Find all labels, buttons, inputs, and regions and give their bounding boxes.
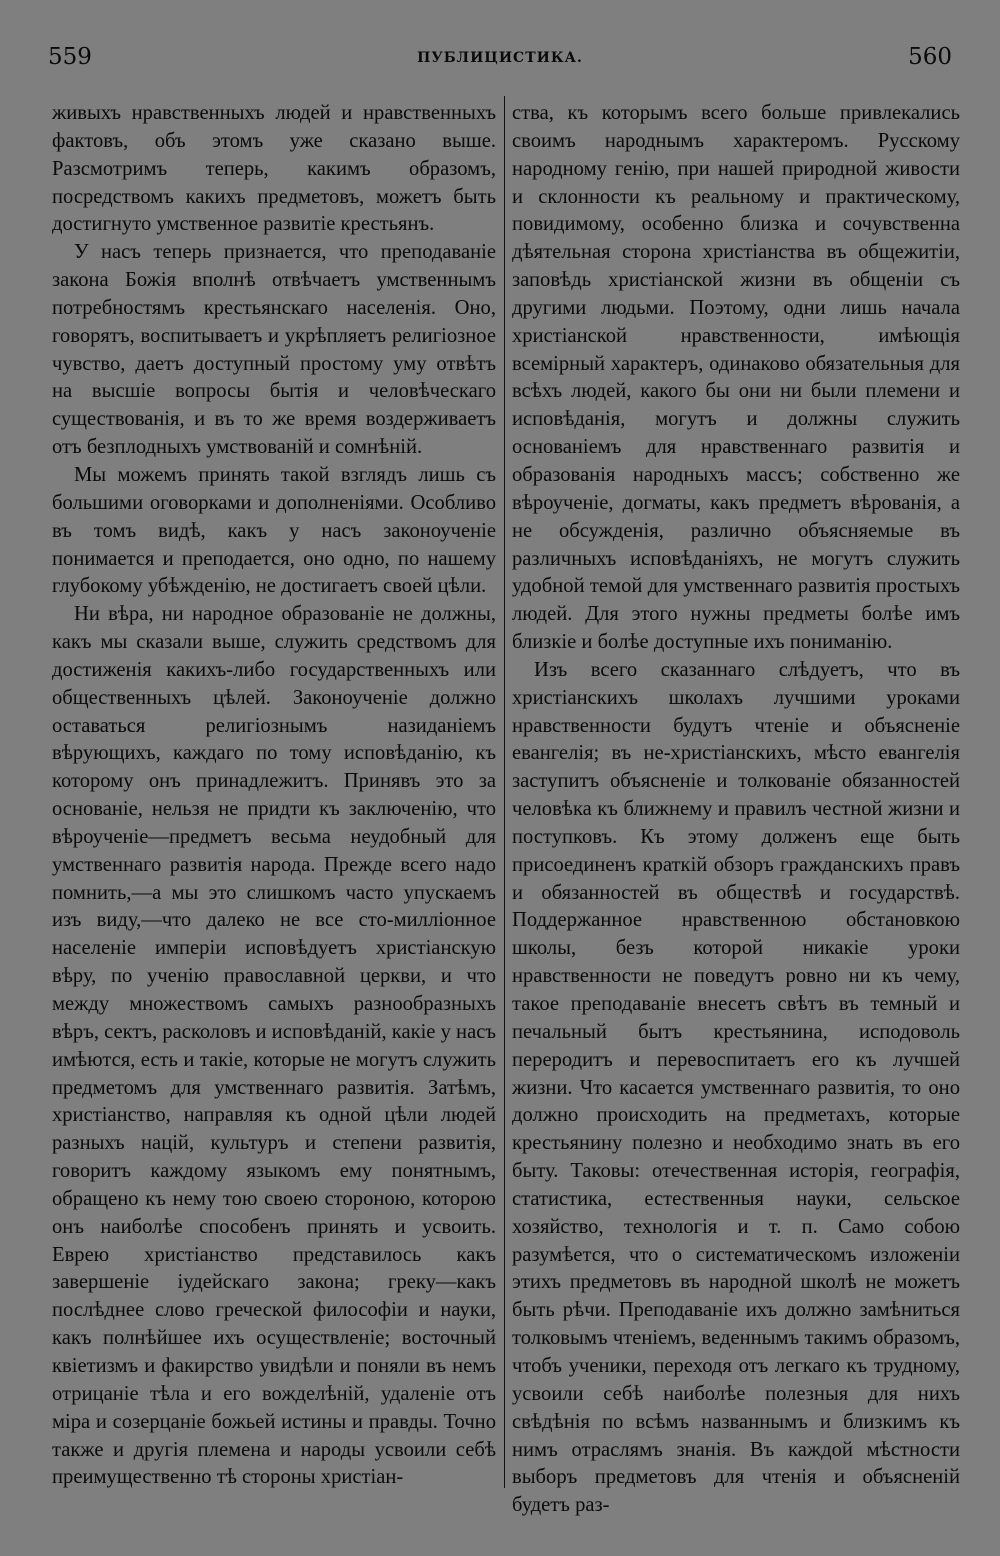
paragraph: ства, къ которымъ всего больше привлекались своимъ народнымъ характеромъ. Русскому народному генію, при нашей природной живости и склонности къ реальному и практическому, повидимому, особенно близка и сочувственна дѣятельная сторона христіанства въ общежитіи, заповѣдь христіанской жизни въ общеніи съ другими людьми. Поэтому, одни лишь начала христіанской нравственности, имѣющія всемірный характеръ, одинаково обязательныя для всѣхъ людей, какого бы они ни были племени и исповѣданія, могутъ и должны служить основаніемъ для нравственнаго развитія и образованія народныхъ массъ; собственно же вѣроученіе, догматы, какъ предметъ вѣрованія, а не обсужденія, различно объясняемые въ различныхъ исповѣданіяхъ, не могутъ служить удобной темой для умственнаго развитія простыхъ людей. Для этого нужны предметы болѣе имъ близкіе и болѣе доступные ихъ пониманію.	[512, 102, 960, 654]
page-header	[48, 44, 952, 74]
right-column	[512, 100, 960, 1520]
paragraph: живыхъ нравственныхъ людей и нравственныхъ фактовъ, объ этомъ уже сказано выше. Разсмотримъ теперь, какимъ образомъ, посредствомъ какихъ предметовъ, можетъ быть достигнуто умственное развитіе крестьянъ.	[52, 102, 496, 236]
paragraph: У насъ теперь признается, что преподаваніе закона Божія вполнѣ отвѣчаетъ умственнымъ потребностямъ крестьянскаго населенія. Оно, говорятъ, воспитываетъ и укрѣпляетъ религіозное чувство, даетъ доступный простому уму отвѣтъ на высшіе вопросы бытія и человѣческаго существованія, и въ то же время воздерживаетъ отъ безплодныхъ умствованій и сомнѣній.	[52, 241, 496, 459]
paragraph: Ни вѣра, ни народное образованіе не должны, какъ мы сказали выше, служить средствомъ для достиженія какихъ-либо государственныхъ или общественныхъ цѣлей. Законоученіе должно оставаться религіознымъ назиданіемъ вѣрующихъ, каждаго по тому исповѣданію, къ которому онъ принадлежитъ. Принявъ это за основаніе, нельзя не придти къ заключенію, что вѣроученіе—предметъ весьма неудобный для умственнаго развитія народа. Прежде всего надо помнить,—а мы это слишкомъ часто упускаемъ изъ виду,—что далеко не все сто-милліонное населеніе имперіи исповѣдуетъ христіанскую вѣру, по ученію православной церкви, и что между множествомъ самыхъ разнообразныхъ вѣръ, сектъ, расколовъ и исповѣданій, какіе у насъ имѣются, есть и такіе, которые не могутъ служить предметомъ для умственнаго развитія. Затѣмъ, христіанство, направляя къ одной цѣли людей разныхъ націй, культуръ и степени развитія, говоритъ каждому языкомъ ему понятнымъ, обращено къ нему тою своею стороною, которою онъ наиболѣе способенъ принять и усвоить. Еврею христіанство представилось какъ завершеніе іудейскаго закона; греку—какъ послѣднее слово греческой философіи и науки, какъ полнѣйшее ихъ осуществленіе; восточный квіетизмъ и факирство увидѣли и поняли въ немъ отрицаніе тѣла и его вожделѣній, удаленіе отъ міра и созерцаніе божьей истины и правды. Точно также и другія племена и народы усвоили себѣ преимущественно тѣ стороны христіан-	[52, 603, 496, 1489]
running-title: ПУБЛИЦИСТИКА.	[417, 50, 583, 66]
column-divider	[504, 96, 505, 1488]
paragraph: Мы можемъ принять такой взглядъ лишь съ большими оговорками и дополненіями. Особливо въ томъ видѣ, какъ у насъ законоученіе понимается и преподается, оно одно, по нашему глубокому убѣжденію, не достигаетъ своей цѣли.	[52, 463, 496, 598]
page-number-right: 560	[908, 44, 952, 70]
page-number-left: 559	[48, 44, 92, 70]
left-column	[52, 100, 496, 1492]
paragraph: Изъ всего сказаннаго слѣдуетъ, что въ христіанскихъ школахъ лучшими уроками нравственности будутъ чтеніе и объясненіе евангелія; въ не-христіанскихъ, мѣсто евангелія заступитъ объясненіе и толкованіе обязанностей человѣка къ ближнему и правилъ честной жизни и поступковъ. Къ этому долженъ еще быть присоединенъ краткій обзоръ гражданскихъ правъ и обязанностей въ обществѣ и государствѣ. Поддержанное нравственною обстановкою школы, безъ которой никакіе уроки нравственности не поведутъ ровно ни къ чему, такое преподаваніе внесетъ свѣтъ въ темный и печальный бытъ крестьянина, исподоволь переродитъ и перевоспитаетъ его къ лучшей жизни. Что касается умственнаго развитія, то оно должно происходить на предметахъ, которые крестьянину полезно и необходимо знать въ его быту. Таковы: отечественная исторія, географія, статистика, естественныя науки, сельское хозяйство, технологія и т. п. Само собою разумѣется, что о систематическомъ изложеніи этихъ предметовъ въ народной школѣ не можетъ быть рѣчи. Преподаваніе ихъ должно замѣниться толковымъ чтеніемъ, веденнымъ такимъ образомъ, чтобъ ученики, переходя отъ легкаго къ трудному, усвоили себѣ наиболѣе полезныя для нихъ свѣдѣнія по всѣмъ названнымъ и близкимъ къ нимъ отраслямъ знанія. Въ каждой мѣстности выборъ предметовъ для чтенія и объясненій будетъ раз-	[512, 658, 960, 1517]
